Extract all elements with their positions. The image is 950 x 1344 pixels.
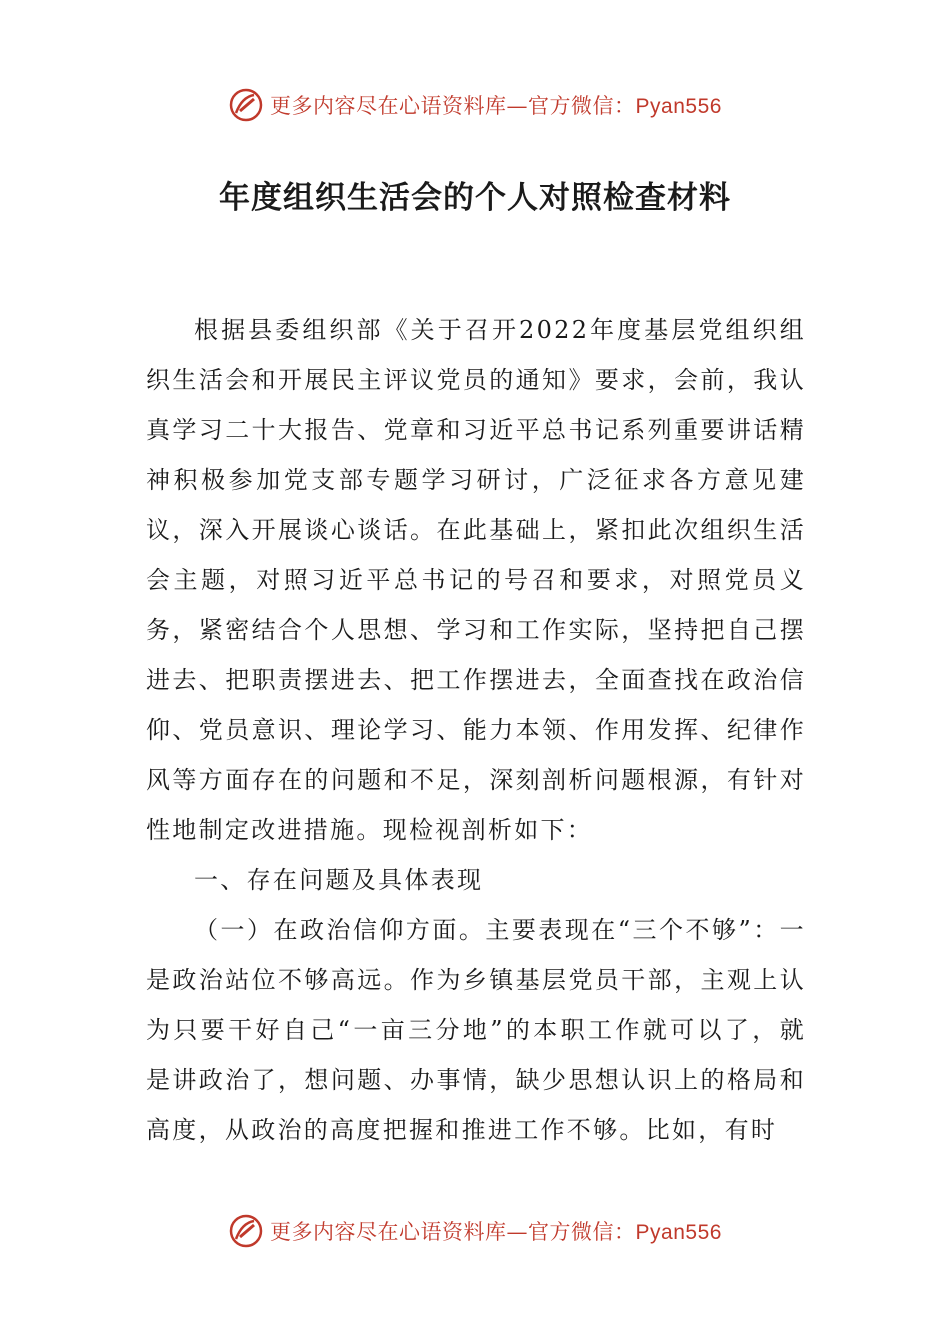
pen-circle-logo-icon — [228, 87, 264, 123]
document-title: 年度组织生活会的个人对照检查材料 — [219, 180, 731, 216]
watermark-text: 更多内容尽在心语资料库—官方微信：Pyan556 — [270, 94, 722, 118]
document-body — [146, 305, 806, 1155]
pen-circle-logo-icon — [228, 1213, 264, 1249]
paragraph-political-belief: （一）在政治信仰方面。主要表现在“三个不够”：一是政治站位不够高远。作为乡镇基层党员干部，主观上认为只要干好自己“一亩三分地”的本职工作就可以了，就是讲政治了，想问题、办事情，缺少思想认识上的格局和高度，从政治的高度把握和推进工作不够。比如，有时 — [146, 916, 806, 1144]
watermark-text: 更多内容尽在心语资料库—官方微信：Pyan556 — [270, 1220, 722, 1244]
paragraph-intro: 根据县委组织部《关于召开2022年度基层党组织组织生活会和开展民主评议党员的通知》要求，会前，我认真学习二十大报告、党章和习近平总书记系列重要讲话精神积极参加党支部专题学习研讨，广泛征求各方意见建议，深入开展谈心谈话。在此基础上，紧扣此次组织生活会主题，对照习近平总书记的号召和要求，对照党员义务，紧密结合个人思想、学习和工作实际，坚持把自己摆进去、把职责摆进去、把工作摆进去，全面查找在政治信仰、党员意识、理论学习、能力本领、作用发挥、纪律作风等方面存在的问题和不足，深刻剖析问题根源，有针对性地制定改进措施。现检视剖析如下： — [146, 316, 806, 844]
watermark-banner-top — [0, 80, 950, 130]
watermark-banner-bottom — [0, 1206, 950, 1256]
section-heading: 一、存在问题及具体表现 — [194, 866, 484, 894]
